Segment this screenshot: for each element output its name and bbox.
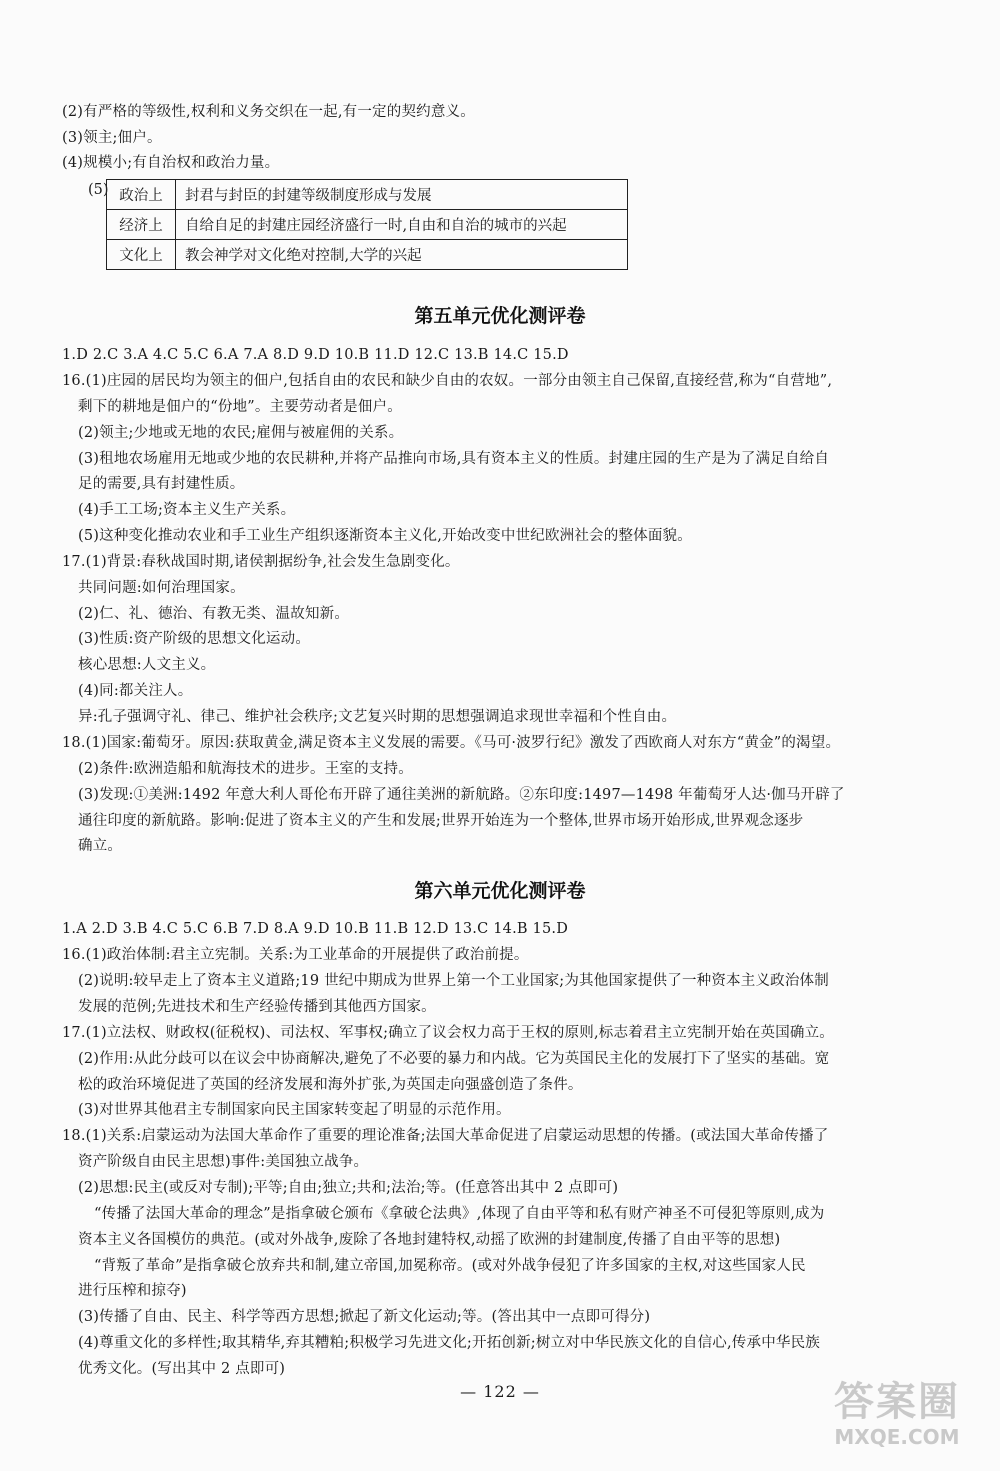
text-line: (3)传播了自由、民主、科学等西方思想;掀起了新文化运动;等。(答出其中一点即可得分)	[78, 1309, 651, 1325]
table-cell-key: 经济上	[107, 210, 176, 240]
text-line: (3)性质:资产阶级的思想文化运动。	[78, 631, 311, 647]
text-line: (5)这种变化推动农业和手工业生产组织逐渐资本主义化,开始改变中世纪欧洲社会的整体面貌。	[78, 528, 692, 544]
table-cell-key: 政治上	[107, 180, 176, 210]
table-cell-key: 文化上	[107, 240, 176, 270]
text-line: (4)手工工场;资本主义生产关系。	[78, 502, 296, 518]
text-line: 剩下的耕地是佃户的“份地”。主要劳动者是佃户。	[78, 399, 402, 415]
text-line: 足的需要,具有封建性质。	[78, 476, 245, 492]
text-line: 发展的范例;先进技术和生产经验传播到其他西方国家。	[78, 999, 436, 1015]
text-line: 17.(1)背景:春秋战国时期,诸侯割据纷争,社会发生急剧变化。	[62, 554, 460, 570]
table-label: (5)	[88, 182, 109, 198]
text-line: (3)发现:①美洲:1492 年意大利人哥伦布开辟了通往美洲的新航路。②东印度:1497—1498 年葡萄牙人达·伽马开辟了	[78, 787, 845, 803]
watermark-icon: 答案圈	[834, 1379, 960, 1425]
text-line: (4)尊重文化的多样性;取其精华,弃其糟粕;积极学习先进文化;开拓创新;树立对中华民族文化的自信心,传承中华民族	[78, 1335, 820, 1351]
table-cell-value: 自给自足的封建庄园经济盛行一时,自由和自治的城市的兴起	[176, 210, 628, 240]
text-line: 资产阶级自由民主思想)事件:美国独立战争。	[78, 1154, 369, 1170]
unit5-title: 第五单元优化测评卷	[414, 305, 586, 327]
text-line: 异:孔子强调守礼、律己、维护社会秩序;文艺复兴时期的思想强调追求现世幸福和个性自由。	[78, 709, 677, 725]
text-line: (2)有严格的等级性,权利和义务交织在一起,有一定的契约意义。	[62, 104, 475, 120]
text-line: 18.(1)国家:葡萄牙。原因:获取黄金,满足资本主义发展的需要。《马可·波罗行纪》激发了西欧商人对东方“黄金”的渴望。	[62, 735, 841, 751]
watermark-logo	[822, 1379, 972, 1457]
text-line: (2)条件:欧洲造船和航海技术的进步。王室的支持。	[78, 761, 413, 777]
feudal-system-table	[106, 179, 628, 270]
text-line: (2)领主;少地或无地的农民;雇佣与被雇佣的关系。	[78, 425, 404, 441]
text-line: (3)租地农场雇用无地或少地的农民耕种,并将产品推向市场,具有资本主义的性质。封建庄园的生产是为了满足自给自	[78, 451, 830, 467]
text-line: 16.(1)庄园的居民均为领主的佃户,包括自由的农民和缺少自由的农奴。一部分由领主自己保留,直接经营,称为“自营地”,	[62, 373, 833, 389]
text-line: (4)规模小;有自治权和政治力量。	[62, 155, 280, 171]
text-line: (2)思想:民主(或反对专制);平等;自由;独立;共和;法治;等。(任意答出其中 2 点即可)	[78, 1180, 619, 1196]
text-line: 核心思想:人文主义。	[78, 657, 216, 673]
text-line: (2)仁、礼、德治、有教无类、温故知新。	[78, 606, 350, 622]
text-line: 17.(1)立法权、财政权(征税权)、司法权、军事权;确立了议会权力高于王权的原则,标志着君主立宪制开始在英国确立。	[62, 1025, 835, 1041]
text-line: (4)同:都关注人。	[78, 683, 193, 699]
table-row	[107, 180, 628, 210]
unit6-title: 第六单元优化测评卷	[414, 880, 586, 902]
answer-key-line: 1.A 2.D 3.B 4.C 5.C 6.B 7.D 8.A 9.D 10.B 11.B 12.D 13.C 14.B 15.D	[62, 921, 569, 937]
text-line: (2)说明:较早走上了资本主义道路;19 世纪中期成为世界上第一个工业国家;为其他国家提供了一种资本主义政治体制	[78, 973, 829, 989]
watermark-site: MXQE.COM	[834, 1425, 960, 1449]
table-row	[107, 210, 628, 240]
text-line: 松的政治环境促进了英国的经济发展和海外扩张,为英国走向强盛创造了条件。	[78, 1077, 583, 1093]
text-line: 优秀文化。(写出其中 2 点即可)	[78, 1361, 286, 1377]
page-number: — 122 —	[460, 1382, 540, 1401]
text-line: 18.(1)关系:启蒙运动为法国大革命作了重要的理论准备;法国大革命促进了启蒙运动思想的传播。(或法国大革命传播了	[62, 1128, 829, 1144]
text-line: 通往印度的新航路。影响:促进了资本主义的产生和发展;世界开始连为一个整体,世界市场开始形成,世界观念逐步	[78, 813, 804, 829]
text-line: 资本主义各国模仿的典范。(或对外战争,废除了各地封建特权,动摇了欧洲的封建制度,传播了自由平等的思想)	[78, 1232, 781, 1248]
text-line: 16.(1)政治体制:君主立宪制。关系:为工业革命的开展提供了政治前提。	[62, 947, 529, 963]
text-line: 进行压榨和掠夺)	[78, 1283, 187, 1299]
table-cell-value: 封君与封臣的封建等级制度形成与发展	[176, 180, 628, 210]
text-line: (2)作用:从此分歧可以在议会中协商解决,避免了不必要的暴力和内战。它为英国民主化的发展打下了坚实的基础。宽	[78, 1051, 830, 1067]
text-line: (3)对世界其他君主专制国家向民主国家转变起了明显的示范作用。	[78, 1102, 511, 1118]
text-line: “背叛了革命”是指拿破仑放弃共和制,建立帝国,加冕称帝。(或对外战争侵犯了许多国家的主权,对这些国家人民	[94, 1258, 806, 1274]
text-line: 确立。	[78, 838, 123, 854]
text-line: 共同问题:如何治理国家。	[78, 580, 245, 596]
table-row	[107, 240, 628, 270]
answer-key-line: 1.D 2.C 3.A 4.C 5.C 6.A 7.A 8.D 9.D 10.B 11.D 12.C 13.B 14.C 15.D	[62, 347, 569, 363]
table-cell-value: 教会神学对文化绝对控制,大学的兴起	[176, 240, 628, 270]
text-line: (3)领主;佃户。	[62, 130, 162, 146]
text-line: “传播了法国大革命的理念”是指拿破仑颁布《拿破仑法典》,体现了自由平等和私有财产神圣不可侵犯等原则,成为	[94, 1206, 825, 1222]
